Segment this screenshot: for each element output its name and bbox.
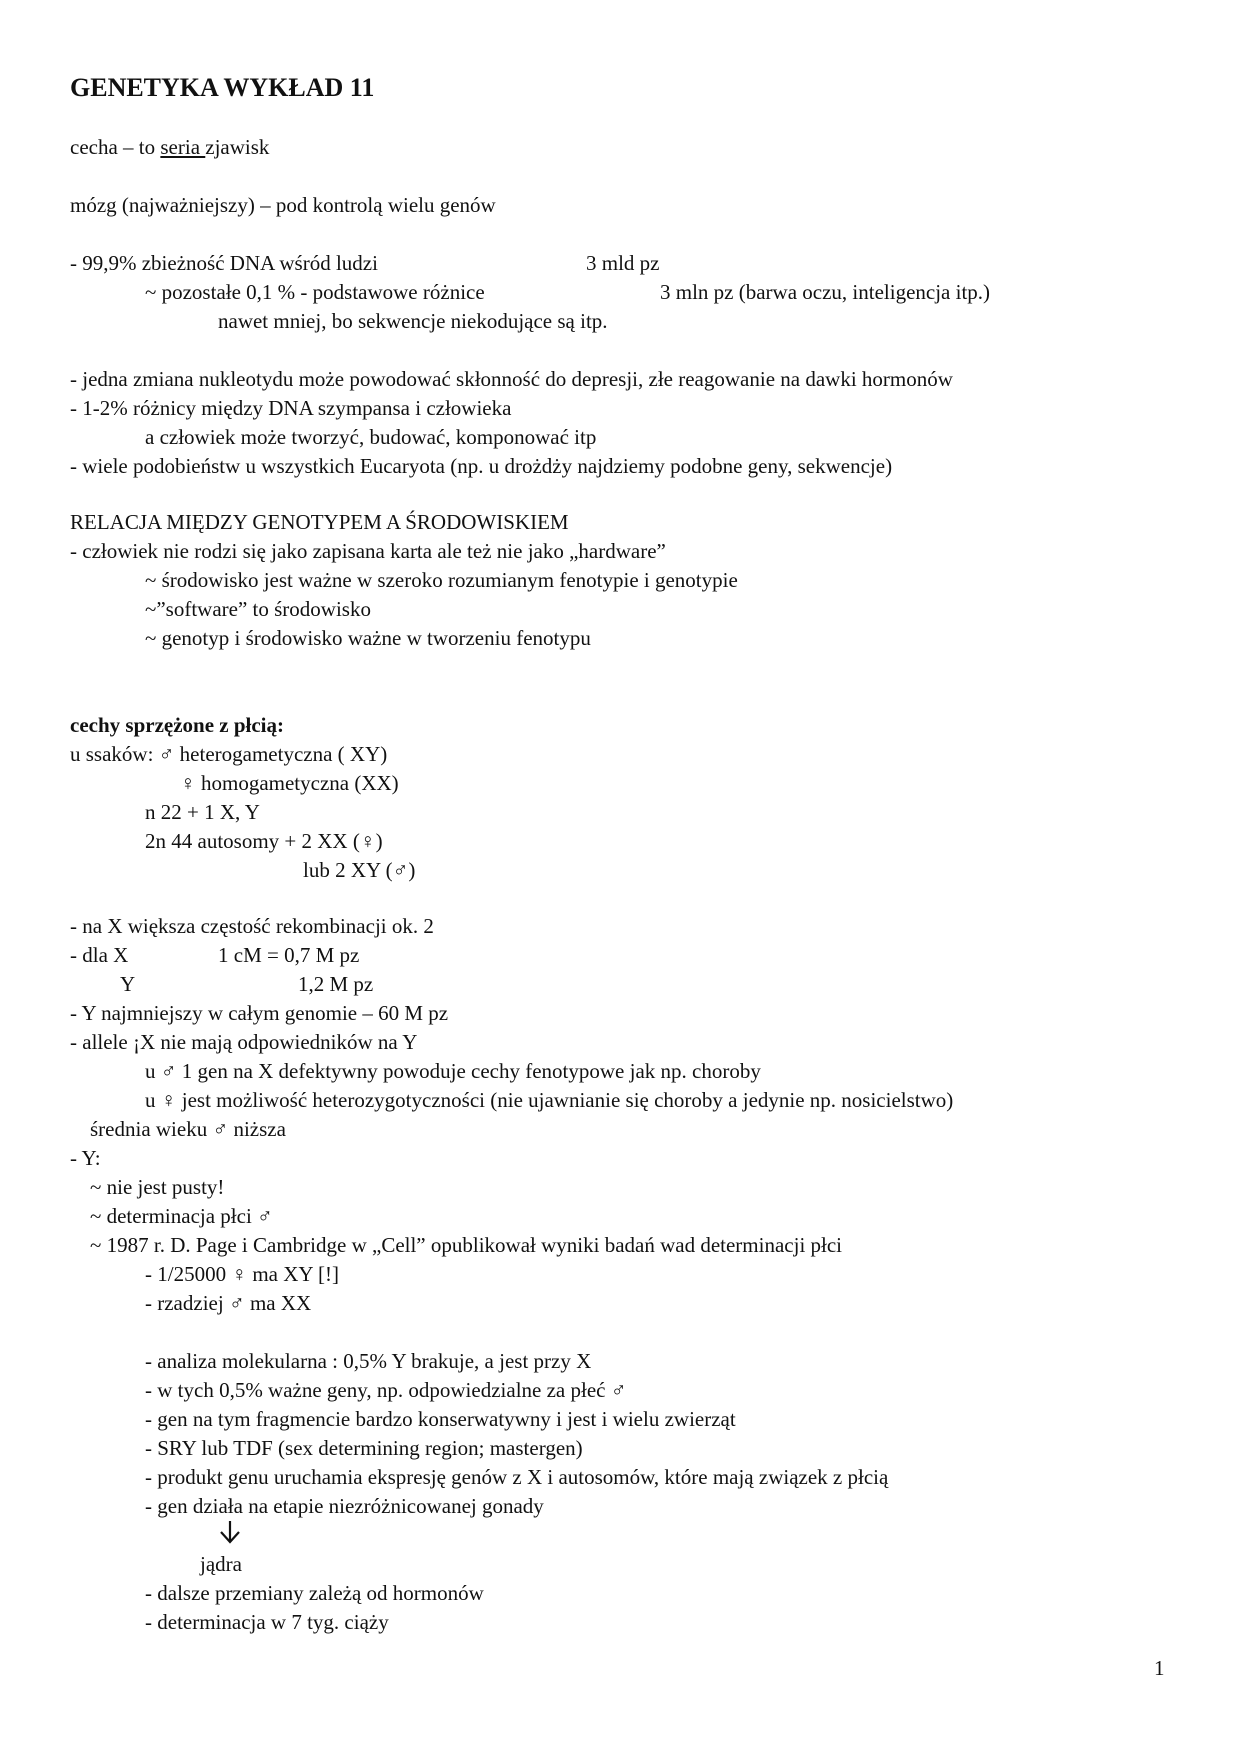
recomb-line-2a: - dla X xyxy=(70,943,129,967)
y-line-5: - 1/25000 ♀ ma XY [!] xyxy=(145,1262,340,1286)
recomb-line-4: - Y najmniejszy w całym genomie – 60 M pz xyxy=(70,1001,449,1025)
dna-line-1: - 99,9% zbieżność DNA wśród ludzi xyxy=(70,251,378,275)
mutation-line-2: - 1-2% różnicy między DNA szympansa i człowieka xyxy=(70,396,512,420)
y-line-11: - produkt genu uruchamia ekspresję genów z X i autosomów, które mają związek z płcią xyxy=(145,1465,889,1489)
y-line-6: - rzadziej ♂ ma XX xyxy=(145,1291,312,1315)
recomb-line-3b: 1,2 M pz xyxy=(298,972,374,996)
dna-line-1-right: 3 mld pz xyxy=(586,251,660,275)
recomb-line-7: u ♀ jest możliwość heterozygotyczności (nie ujawnianie się choroby a jedynie np. nosicielstwo) xyxy=(145,1088,954,1112)
page-title: GENETYKA WYKŁAD 11 xyxy=(70,73,375,102)
mutation-line-3: a człowiek może tworzyć, budować, komponować itp xyxy=(145,425,597,449)
sex-line-5: lub 2 XY (♂) xyxy=(303,858,416,882)
relation-line-1: - człowiek nie rodzi się jako zapisana karta ale też nie jako „hardware” xyxy=(70,539,666,563)
y-line-9: - gen na tym fragmencie bardzo konserwatywny i jest i wielu zwierząt xyxy=(145,1407,736,1431)
definition-text: cecha – to xyxy=(70,135,161,159)
definition-underlined: seria xyxy=(160,135,206,159)
recomb-line-1: - na X większa częstość rekombinacji ok. 2 xyxy=(70,914,434,938)
definition-text-end: zjawisk xyxy=(205,135,270,159)
y-line-10: - SRY lub TDF (sex determining region; mastergen) xyxy=(145,1436,583,1460)
mutation-line-1: - jedna zmiana nukleotydu może powodować skłonność do depresji, złe reagowanie na dawki hormonów xyxy=(70,367,953,391)
y-line-15: - determinacja w 7 tyg. ciąży xyxy=(145,1610,389,1634)
sex-line-1: u ssaków: ♂ heterogametyczna ( XY) xyxy=(70,742,388,766)
y-line-14: - dalsze przemiany zależą od hormonów xyxy=(145,1581,484,1605)
relation-line-4: ~ genotyp i środowisko ważne w tworzeniu fenotypu xyxy=(145,626,591,650)
y-line-7: - analiza molekularna : 0,5% Y brakuje, a jest przy X xyxy=(145,1349,592,1373)
y-line-12: - gen działa na etapie niezróżnicowanej gonady xyxy=(145,1494,544,1518)
recomb-line-8: średnia wieku ♂ niższa xyxy=(90,1117,286,1141)
sex-line-4: 2n 44 autosomy + 2 XX (♀) xyxy=(145,829,383,853)
dna-line-2: ~ pozostałe 0,1 % - podstawowe różnice xyxy=(145,280,485,304)
relation-heading: RELACJA MIĘDZY GENOTYPEM A ŚRODOWISKIEM xyxy=(70,510,569,534)
mutation-line-4: - wiele podobieństw u wszystkich Eucaryota (np. u drożdży najdziemy podobne geny, sekwencje) xyxy=(70,454,893,478)
recomb-line-6: u ♂ 1 gen na X defektywny powoduje cechy fenotypowe jak np. choroby xyxy=(145,1059,761,1083)
sex-line-2: ♀ homogametyczna (XX) xyxy=(180,771,399,795)
dna-line-3: nawet mniej, bo sekwencje niekodujące są itp. xyxy=(218,309,608,333)
recomb-line-5: - allele ¡X nie mają odpowiedników na Y xyxy=(70,1030,418,1054)
definition-line xyxy=(70,135,269,159)
y-line-8: - w tych 0,5% ważne geny, np. odpowiedzialne za płeć ♂ xyxy=(145,1378,627,1402)
recomb-line-2b: 1 cM = 0,7 M pz xyxy=(218,943,360,967)
y-line-3: ~ determinacja płci ♂ xyxy=(90,1204,273,1228)
brain-line: mózg (najważniejszy) – pod kontrolą wielu genów xyxy=(70,193,496,217)
recomb-line-3a: Y xyxy=(120,972,136,996)
page-number: 1 xyxy=(1154,1656,1165,1680)
y-line-4: ~ 1987 r. D. Page i Cambridge w „Cell” opublikował wyniki badań wad determinacji płci xyxy=(90,1233,843,1257)
dna-line-2-right: 3 mln pz (barwa oczu, inteligencja itp.) xyxy=(660,280,991,304)
sex-line-3: n 22 + 1 X, Y xyxy=(145,800,260,824)
relation-line-2: ~ środowisko jest ważne w szeroko rozumianym fenotypie i genotypie xyxy=(145,568,738,592)
y-line-13: jądra xyxy=(200,1552,242,1576)
y-line-1: - Y: xyxy=(70,1146,101,1170)
down-arrow-icon xyxy=(218,1519,242,1545)
y-line-2: ~ nie jest pusty! xyxy=(90,1175,225,1199)
relation-line-3: ~”software” to środowisko xyxy=(145,597,371,621)
sex-linked-heading: cechy sprzężone z płcią: xyxy=(70,713,285,737)
